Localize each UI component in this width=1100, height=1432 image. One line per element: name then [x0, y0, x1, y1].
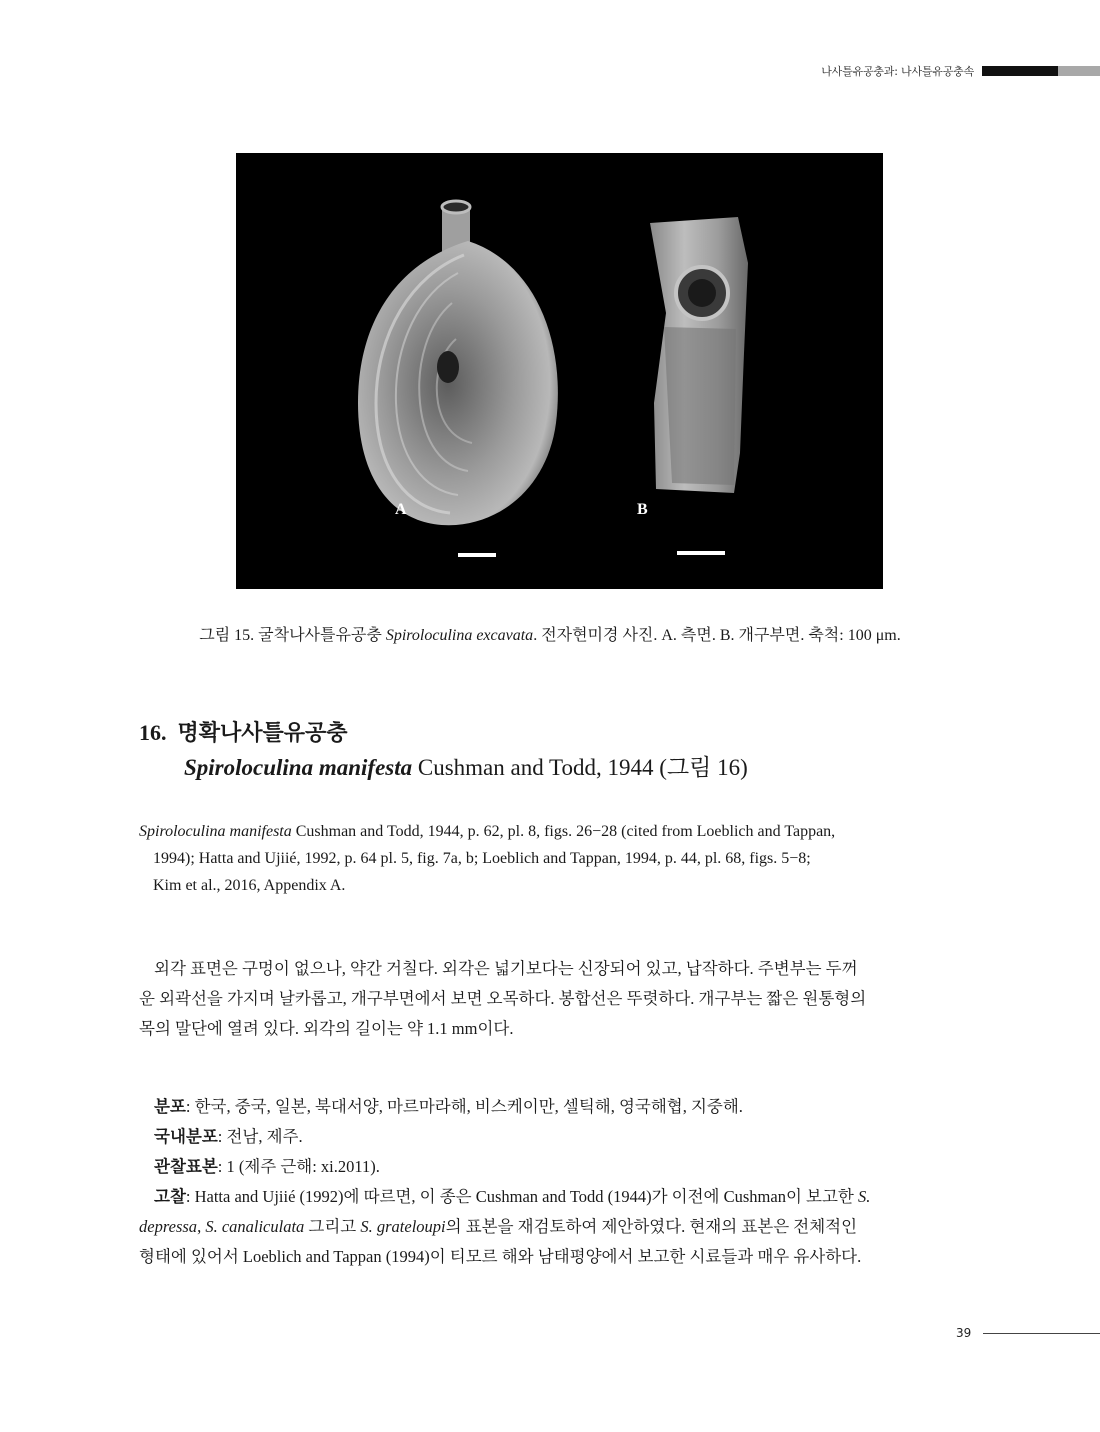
- remarks-species-grateloupi: S. grateloupi: [360, 1217, 446, 1236]
- remarks-sep-2: 그리고: [304, 1217, 361, 1236]
- specimen-b: [650, 217, 748, 493]
- specimen-a-test: [358, 241, 558, 525]
- specimens-label: 관찰표본: [154, 1157, 218, 1176]
- synonymy-references: [139, 818, 982, 899]
- distribution-line: [139, 1092, 982, 1122]
- page-rule: [983, 1333, 1100, 1334]
- figure-label-a: A: [395, 501, 407, 518]
- description-paragraph: [139, 954, 982, 1044]
- reference-line-2: 1994); Hatta and Ujiié, 1992, p. 64 pl. 5, fig. 7a, b; Loeblich and Tappan, 1994, p. 44, pl. 68, figs. 5−8;: [153, 850, 811, 867]
- info-block: [139, 1092, 982, 1272]
- remarks-line-2-text: 의 표본을 재검토하여 제안하였다. 현재의 표본은 전체적인: [445, 1217, 858, 1236]
- header-bar-gray: [1058, 66, 1100, 76]
- domestic-text: : 전남, 제주.: [217, 1127, 303, 1146]
- reference-line-3: Kim et al., 2016, Appendix A.: [153, 877, 346, 894]
- figure-label-b: B: [637, 501, 648, 518]
- remarks-line-2: [139, 1212, 982, 1242]
- specimen-a-pit: [437, 351, 459, 383]
- distribution-text: : 한국, 중국, 일본, 북대서양, 마르마라해, 비스케이만, 셀틱해, 영국해협, 지중해.: [185, 1097, 743, 1116]
- remarks-species-depressa: depressa: [139, 1217, 198, 1236]
- caption-suffix: . 전자현미경 사진. A. 측면. B. 개구부면. 축척: 100 μm.: [533, 627, 901, 644]
- specimen-a: [358, 201, 558, 525]
- reference-line-1-rest: Cushman and Todd, 1944, p. 62, pl. 8, figs. 26−28 (cited from Loeblich and Tappan,: [291, 823, 836, 840]
- sem-figure: [236, 153, 883, 589]
- species-authority: Cushman and Todd, 1944 (그림 16): [412, 755, 748, 780]
- section-heading: [139, 716, 348, 747]
- remarks-species-canaliculata: S. canaliculata: [205, 1217, 305, 1236]
- section-number: 16.: [139, 720, 167, 745]
- reference-line-1-italic: Spiroloculina manifesta: [139, 823, 292, 840]
- domestic-distribution-line: [139, 1122, 982, 1152]
- distribution-label: 분포: [154, 1097, 186, 1116]
- species-scientific-name: Spiroloculina manifesta: [184, 755, 413, 780]
- sem-image: [236, 153, 883, 589]
- caption-prefix: 그림 15. 굴착나사틀유공충: [199, 627, 386, 644]
- header-bar-black: [982, 66, 1058, 76]
- running-header: [821, 64, 1100, 78]
- description-line-3: 목의 말단에 열려 있다. 외각의 길이는 약 1.1 mm이다.: [139, 1019, 514, 1038]
- caption-species: Spiroloculina excavata: [385, 627, 534, 644]
- specimens-text: : 1 (제주 근해: xi.2011).: [217, 1157, 380, 1176]
- remarks-line-3: 형태에 있어서 Loeblich and Tappan (1994)이 티모르 해와 남태평양에서 보고한 시료들과 매우 유사하다.: [139, 1247, 862, 1266]
- scale-bar-b: [677, 551, 725, 555]
- remarks-line-1: [139, 1182, 982, 1212]
- species-heading: [184, 749, 748, 782]
- remarks-line-1-italic: S.: [857, 1187, 871, 1206]
- running-title: 나사틀유공충과: 나사틀유공충속: [821, 65, 974, 78]
- remarks-sep-1: ,: [197, 1217, 206, 1236]
- specimen-a-aperture: [442, 201, 470, 213]
- scale-bar-a: [458, 553, 496, 557]
- page-number: 39: [956, 1326, 972, 1340]
- figure-caption: [0, 622, 1100, 645]
- remarks-label: 고찰: [154, 1187, 186, 1206]
- section-korean-name: 명확나사틀유공충: [177, 720, 348, 745]
- domestic-label: 국내분포: [154, 1127, 218, 1146]
- reference-line-1: [139, 818, 982, 845]
- specimens-line: [139, 1152, 982, 1182]
- description-line-2: 운 외곽선을 가지며 날카롭고, 개구부면에서 보면 오목하다. 봉합선은 뚜렷하다. 개구부는 짧은 원통형의: [139, 989, 867, 1008]
- description-line-1: 외각 표면은 구멍이 없으나, 약간 거칠다. 외각은 넓기보다는 신장되어 있고, 납작하다. 주변부는 두꺼: [154, 959, 858, 978]
- remarks-line-1-text: : Hatta and Ujiié (1992)에 따르면, 이 종은 Cushman and Todd (1944)가 이전에 Cushman이 보고한: [185, 1187, 858, 1206]
